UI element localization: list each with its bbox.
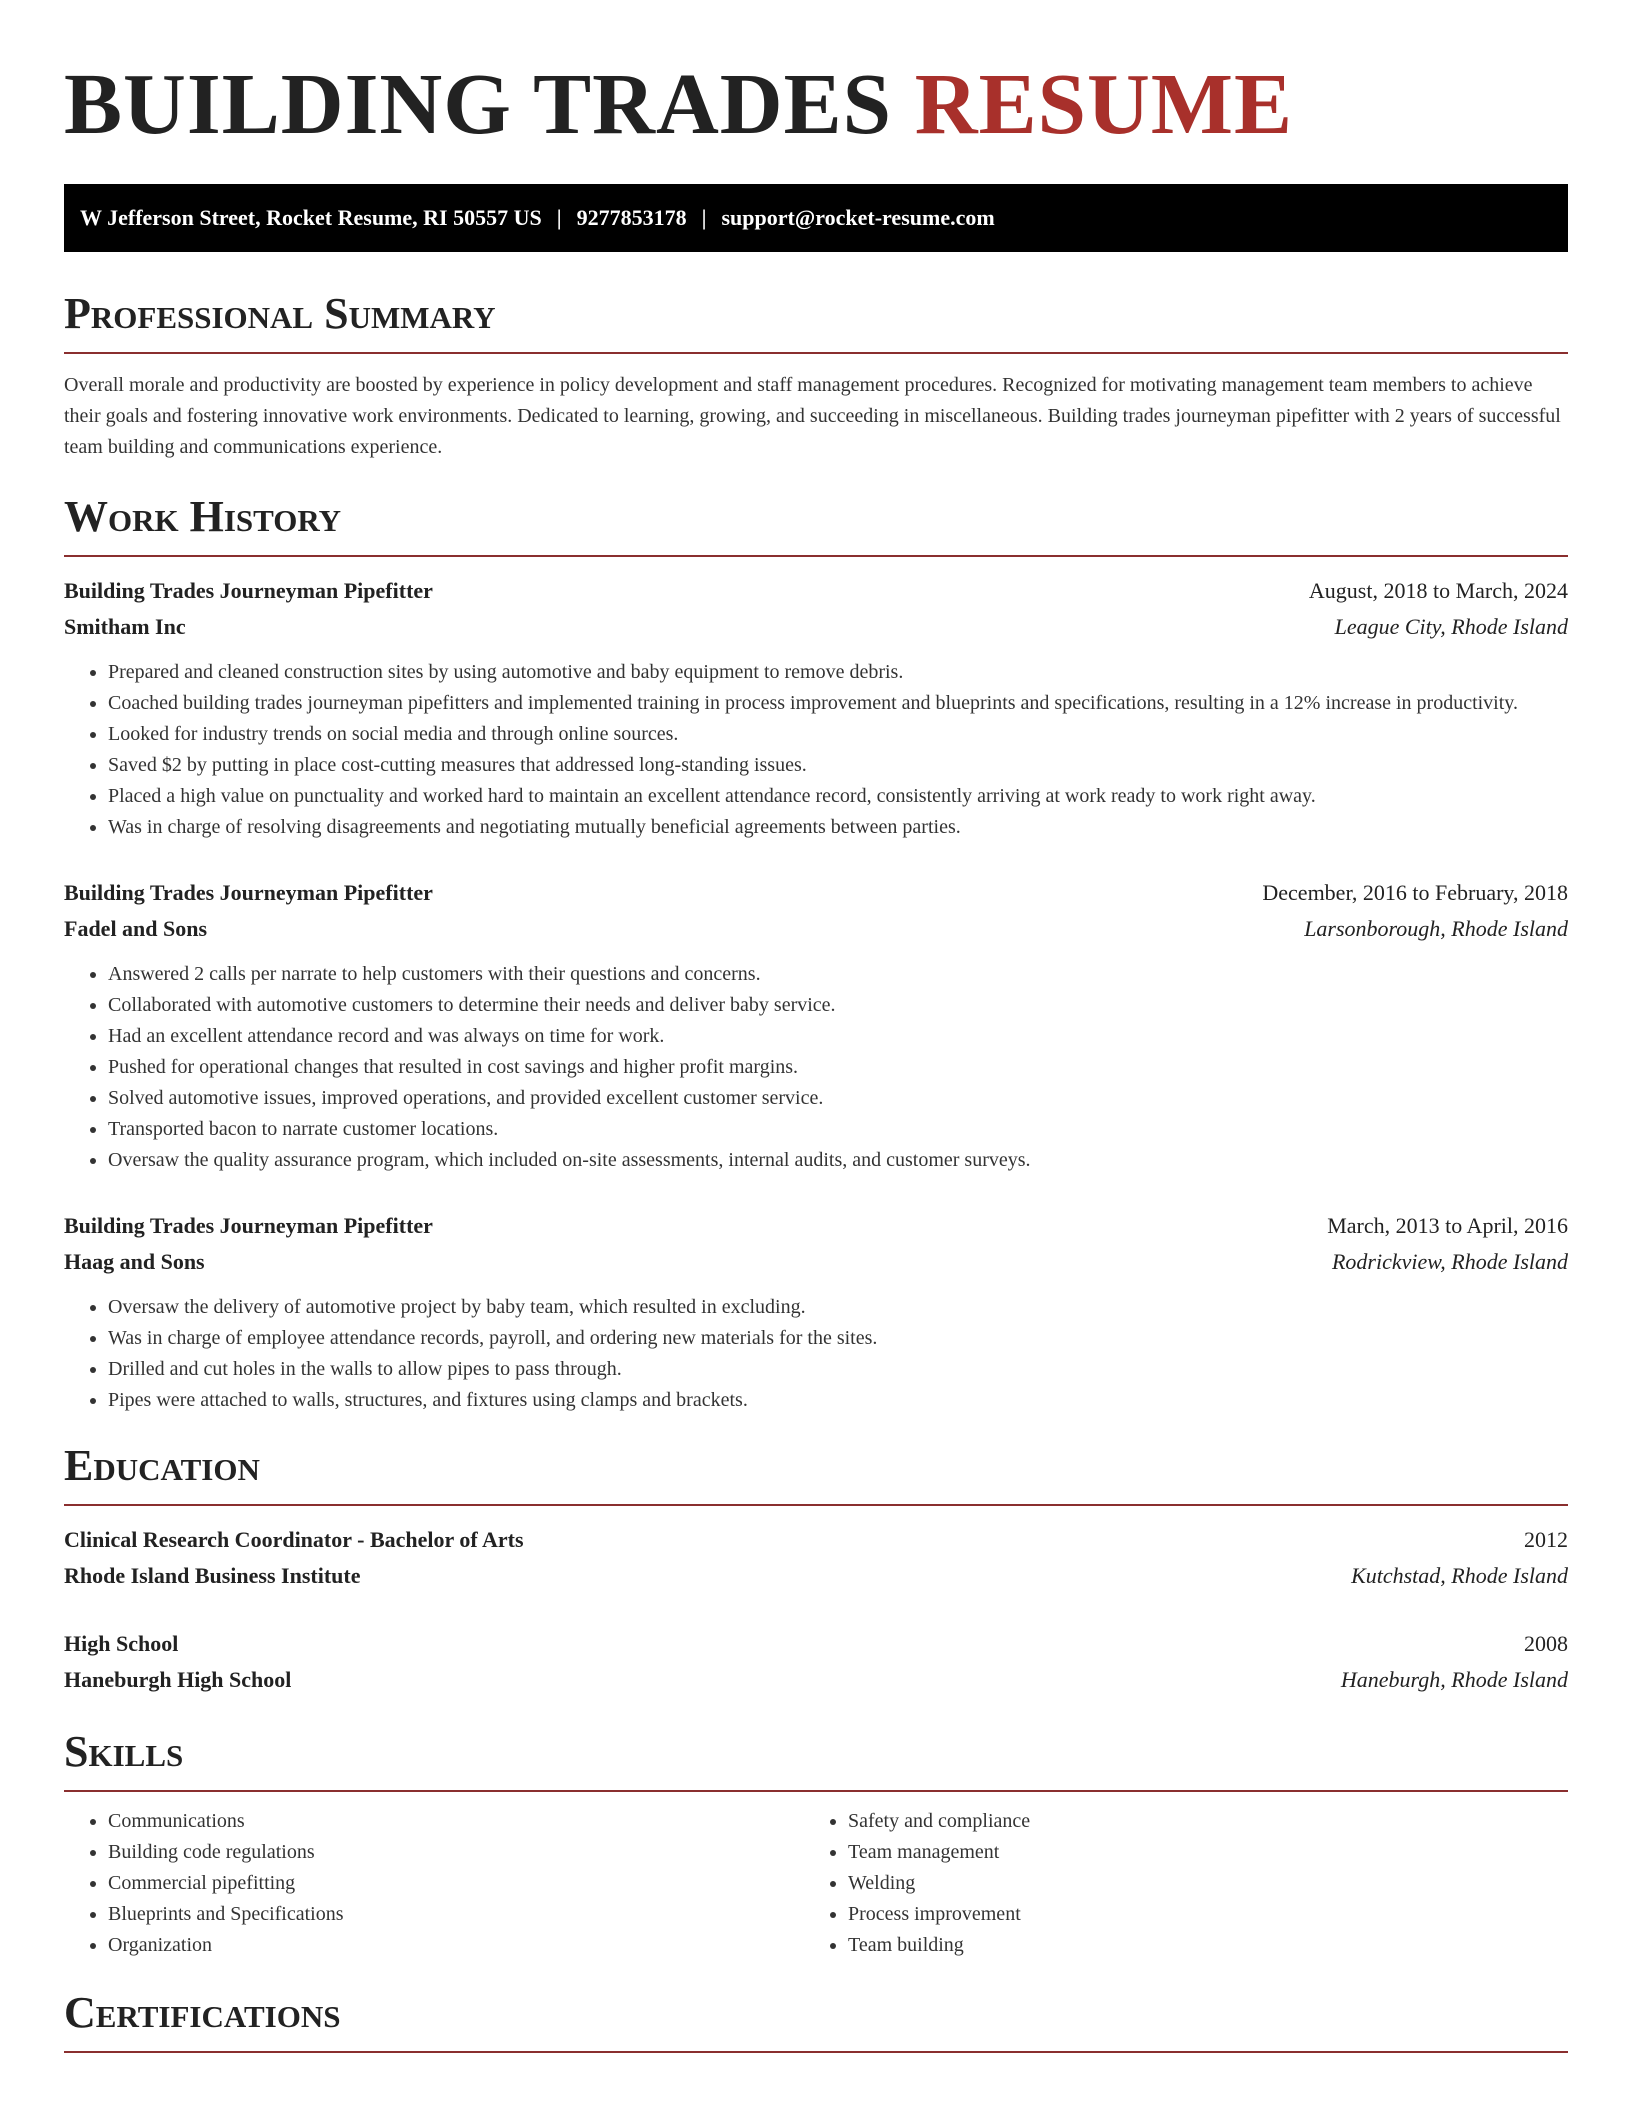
list-item: • Was in charge of resolving disagreements and negotiating mutually beneficial agreements between parties. [108,812,1568,843]
list-item: • Pipes were attached to walls, structures, and fixtures using clamps and brackets. [108,1385,1568,1416]
section-heading: Work History [64,492,342,541]
education-year: 2008 [1524,1631,1568,1656]
job-title: Building Trades Journeyman Pipefitter [64,578,433,603]
skill-item: • Team building [848,1930,1544,1961]
section-divider [64,1790,1568,1792]
title-main: BUILDING TRADES [64,55,893,152]
list-item: • Looked for industry trends on social media and through online sources. [108,719,1568,750]
job-location: League City, Rhode Island [1334,614,1568,639]
education-location: Kutchstad, Rhode Island [1351,1563,1568,1588]
job-title: Building Trades Journeyman Pipefitter [64,880,433,905]
education-header-row [64,1626,1568,1662]
education-school-row [64,1558,1568,1594]
job-dates: August, 2018 to March, 2024 [1308,578,1568,603]
section-heading: Professional Summary [64,289,496,338]
job-bullets [64,1292,1568,1416]
education-header-row [64,1522,1568,1558]
job-dates: December, 2016 to February, 2018 [1262,880,1568,905]
education-entry [64,1626,1568,1698]
section-divider [64,2051,1568,2053]
job-entry [64,573,1568,843]
list-item: • Collaborated with automotive customers to determine their needs and deliver baby service. [108,990,1568,1021]
skill-item: • Communications [108,1806,804,1837]
summary-section [64,288,1568,463]
skill-item: • Team management [848,1837,1544,1868]
job-company-row [64,609,1568,645]
job-header-row [64,573,1568,609]
education-entry [64,1522,1568,1594]
section-divider [64,555,1568,557]
list-item: • Coached building trades journeyman pipefitters and implemented training in process improvement and blueprints and specifications, resulting in a 12% increase in productivity. [108,688,1568,719]
contact-separator: | [556,205,562,230]
education-school: Rhode Island Business Institute [64,1563,361,1588]
contact-email: support@rocket-resume.com [721,205,995,230]
job-title: Building Trades Journeyman Pipefitter [64,1213,433,1238]
job-header-row [64,875,1568,911]
skill-item: • Blueprints and Specifications [108,1899,804,1930]
job-company: Fadel and Sons [64,916,208,941]
skill-item: • Building code regulations [108,1837,804,1868]
job-company-row [64,911,1568,947]
job-entry [64,1208,1568,1416]
section-heading: Skills [64,1727,184,1776]
section-divider [64,1504,1568,1506]
list-item: • Prepared and cleaned construction sites by using automotive and baby equipment to remove debris. [108,657,1568,688]
list-item: • Was in charge of employee attendance records, payroll, and ordering new materials for the sites. [108,1323,1568,1354]
resume-title [64,56,1568,152]
list-item: • Answered 2 calls per narrate to help customers with their questions and concerns. [108,959,1568,990]
job-company: Smitham Inc [64,614,186,639]
job-entry [64,875,1568,1176]
contact-bar [64,184,1568,252]
job-location: Rodrickview, Rhode Island [1331,1249,1568,1274]
section-heading: Education [64,1441,260,1490]
job-dates: March, 2013 to April, 2016 [1327,1213,1568,1238]
contact-phone: 9277853178 [576,205,687,230]
section-heading: Certifications [64,1988,341,2037]
list-item: • Saved $2 by putting in place cost-cutting measures that addressed long-standing issues. [108,750,1568,781]
education-degree: Clinical Research Coordinator - Bachelor of Arts [64,1527,524,1552]
list-item: • Oversaw the quality assurance program, which included on-site assessments, internal audits, and customer surveys. [108,1145,1568,1176]
education-year: 2012 [1524,1527,1568,1552]
job-bullets [64,657,1568,843]
section-divider [64,352,1568,354]
skill-item: • Process improvement [848,1899,1544,1930]
skill-item: • Safety and compliance [848,1806,1544,1837]
contact-address: W Jefferson Street, Rocket Resume, RI 50557 US [80,205,542,230]
education-location: Haneburgh, Rhode Island [1340,1667,1568,1692]
summary-text: Overall morale and productivity are boosted by experience in policy development and staff management procedures. Recognized for motivating management team members to achieve their goals and fostering innovative work environments. Dedicated to learning, growing, and succeeding in miscellaneous. Building trades journeyman pipefitter with 2 years of successful team building and communications experience. [64,374,1561,458]
skill-item: • Organization [108,1930,804,1961]
education-school: Haneburgh High School [64,1667,292,1692]
list-item: • Placed a high value on punctuality and worked hard to maintain an excellent attendance record, consistently arriving at work ready to work right away. [108,781,1568,812]
education-degree: High School [64,1631,179,1656]
job-location: Larsonborough, Rhode Island [1304,916,1568,941]
list-item: • Drilled and cut holes in the walls to allow pipes to pass through. [108,1354,1568,1385]
skills-column-left [64,1806,804,1961]
list-item: • Solved automotive issues, improved operations, and provided excellent customer service. [108,1083,1568,1114]
list-item: • Pushed for operational changes that resulted in cost savings and higher profit margins. [108,1052,1568,1083]
education-school-row [64,1662,1568,1698]
list-item: • Had an excellent attendance record and was always on time for work. [108,1021,1568,1052]
skill-item: • Commercial pipefitting [108,1868,804,1899]
skills-section [64,1726,1568,1961]
list-item: • Transported bacon to narrate customer locations. [108,1114,1568,1145]
contact-separator: | [701,205,707,230]
job-company-row [64,1244,1568,1280]
job-company: Haag and Sons [64,1249,205,1274]
education-section [64,1440,1568,1698]
certifications-section [64,1987,1568,2053]
list-item: • Oversaw the delivery of automotive project by baby team, which resulted in excluding. [108,1292,1568,1323]
job-bullets [64,959,1568,1176]
skills-grid [64,1806,1568,1961]
skill-item: • Welding [848,1868,1544,1899]
skills-column-right [804,1806,1544,1961]
job-header-row [64,1208,1568,1244]
work-history-section [64,491,1568,1416]
title-accent: RESUME [914,55,1294,152]
